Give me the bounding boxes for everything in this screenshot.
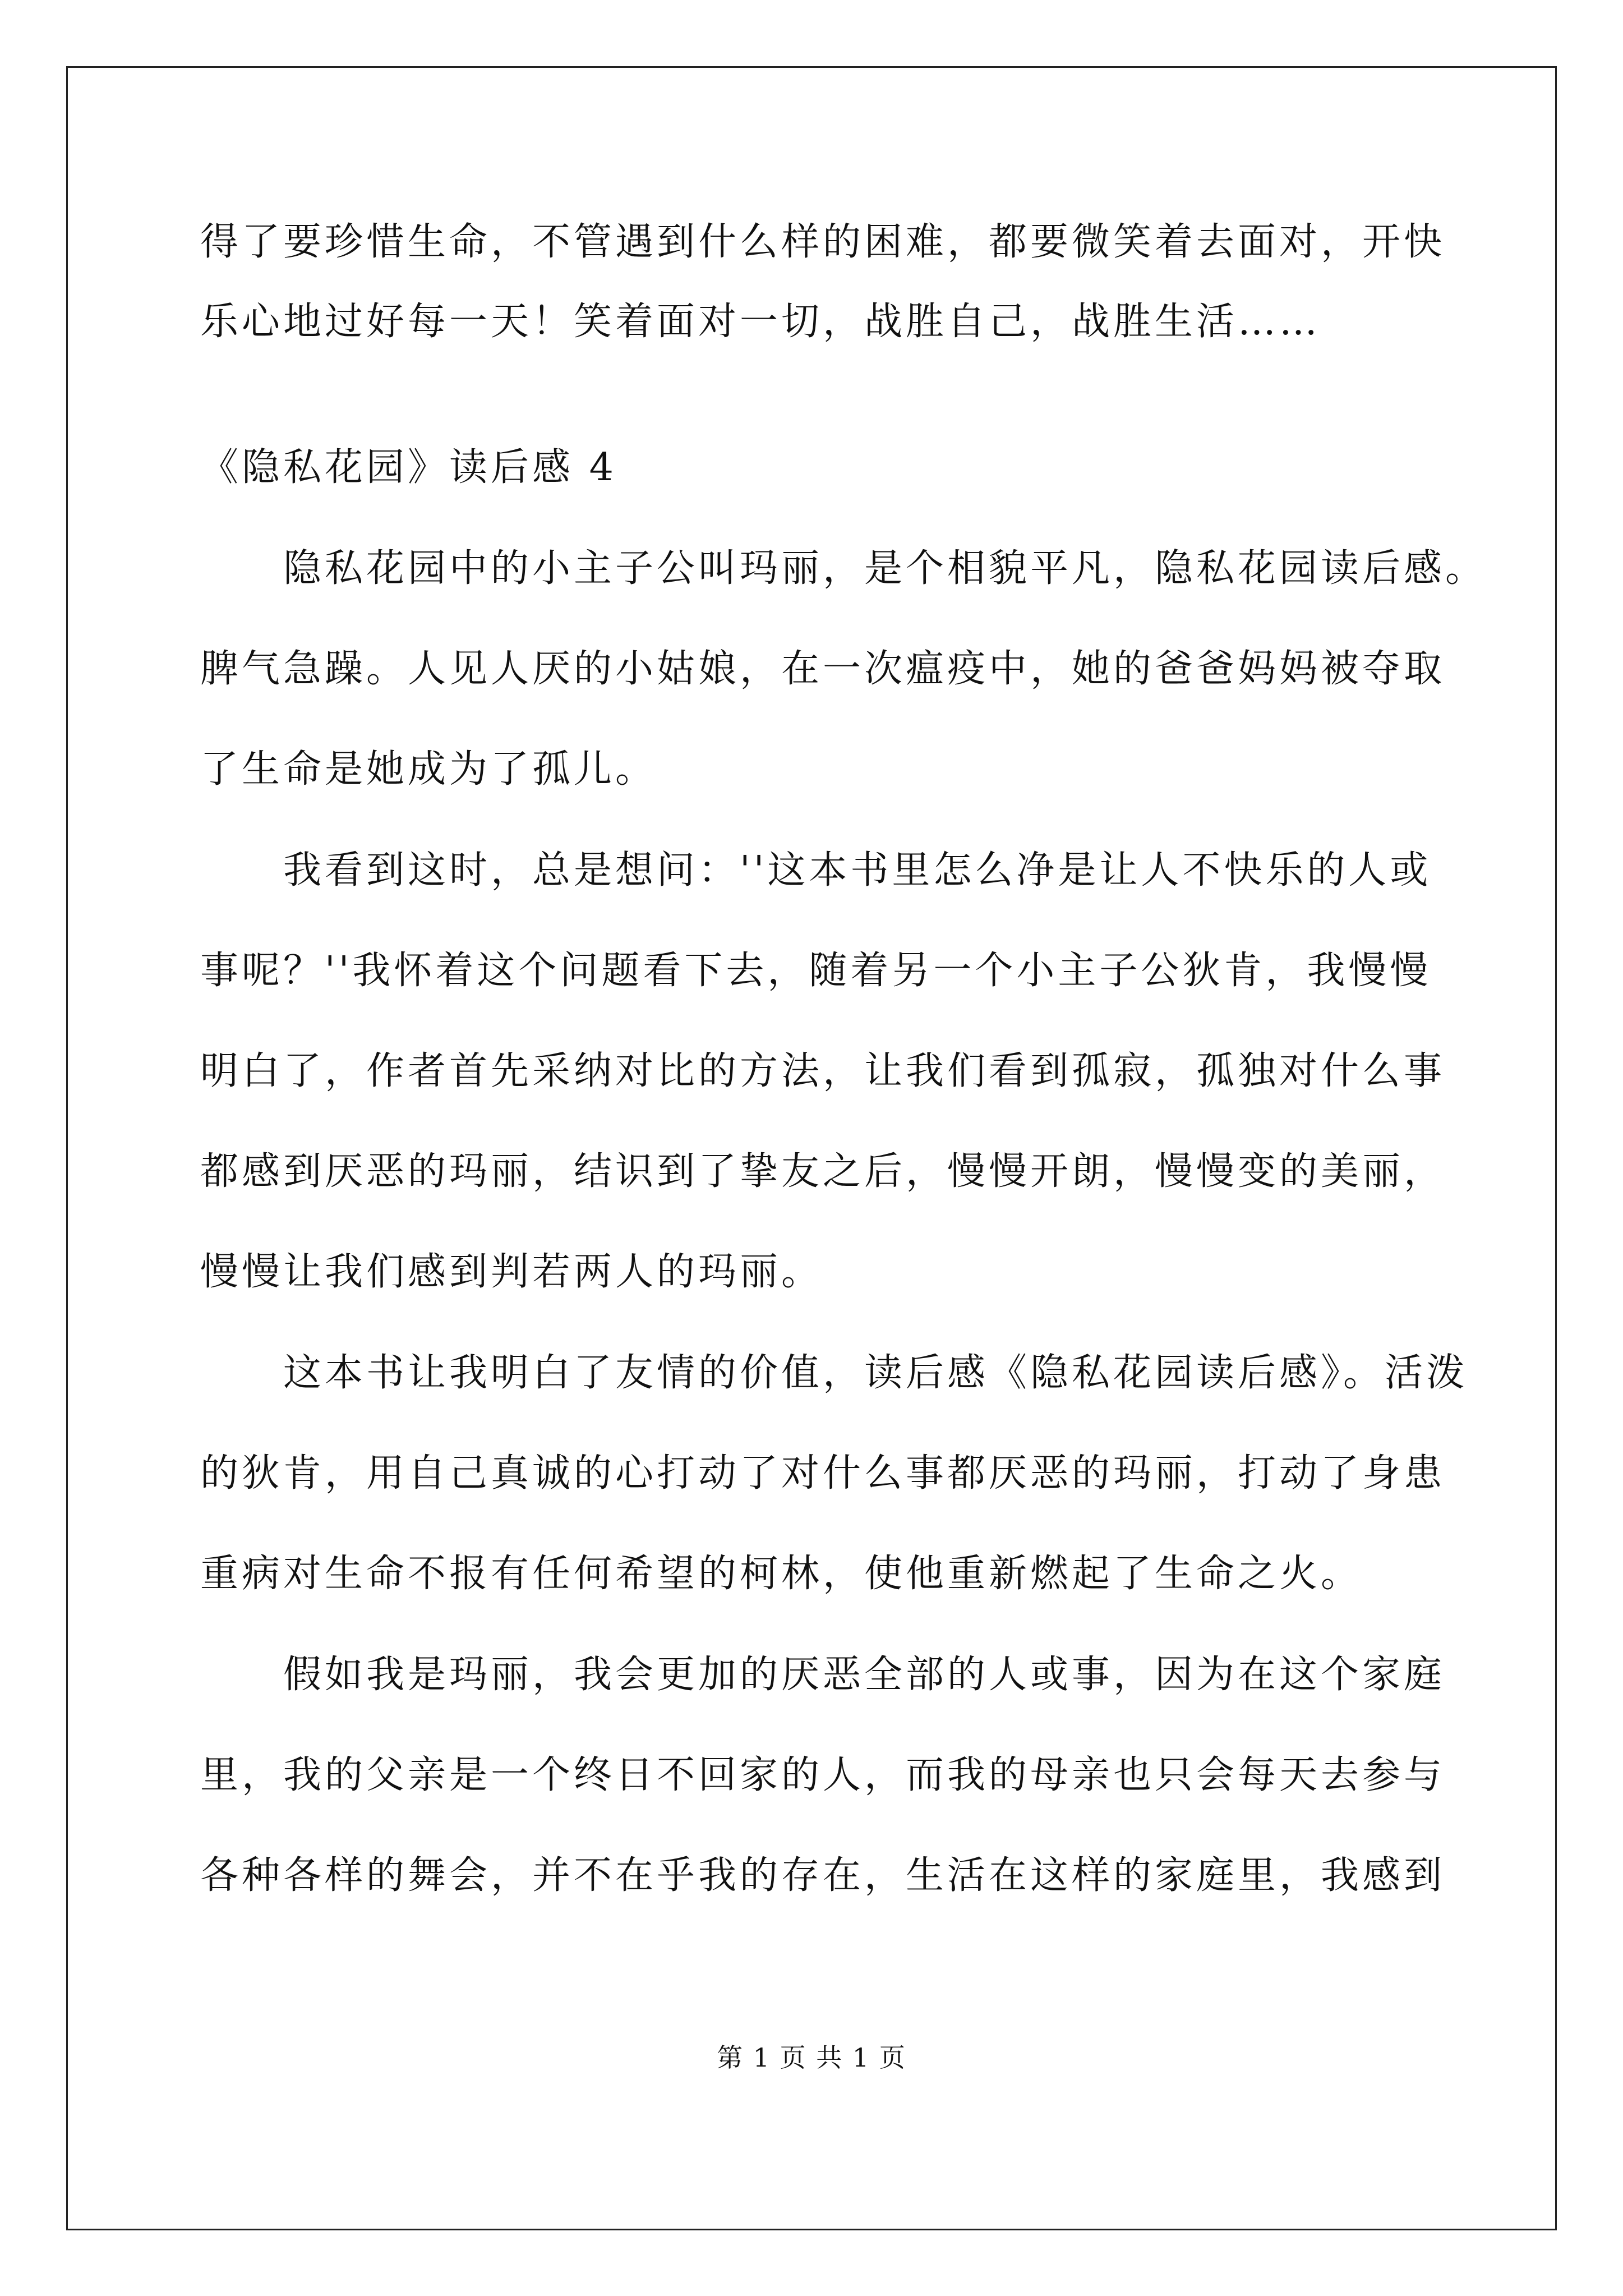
text-line: 的狄肯，用自己真诚的心打动了对什么事都厌恶的玛丽，打动了身患: [200, 1451, 1446, 1496]
page-border: [66, 66, 1557, 2230]
text-line: 事呢？''我怀着这个问题看下去，随着另一个小主子公狄肯，我慢慢: [200, 949, 1432, 993]
text-line: 各种各样的舞会，并不在乎我的存在，生活在这样的家庭里，我感到: [200, 1853, 1446, 1898]
paragraph-start: 隐私花园中的小主子公叫玛丽，是个相貌平凡，隐私花园读后感。: [283, 546, 1487, 591]
text-line: 乐心地过好每一天！笑着面对一切，战胜自己，战胜生活……: [200, 300, 1321, 344]
text-line: 重病对生命不报有任何希望的柯林，使他重新燃起了生命之火。: [200, 1552, 1363, 1596]
text-line: 得了要珍惜生命，不管遇到什么样的困难，都要微笑着去面对，开快: [200, 220, 1446, 264]
text-line: 明白了，作者首先采纳对比的方法，让我们看到孤寂，孤独对什么事: [200, 1049, 1446, 1093]
text-line: 脾气急躁。人见人厌的小姑娘，在一次瘟疫中，她的爸爸妈妈被夺取: [200, 647, 1446, 691]
paragraph-start: 假如我是玛丽，我会更加的厌恶全部的人或事，因为在这个家庭: [283, 1653, 1446, 1697]
text-line: 里，我的父亲是一个终日不回家的人，而我的母亲也只会每天去参与: [200, 1753, 1446, 1797]
text-line: 了生命是她成为了孤儿。: [200, 747, 657, 792]
paragraph-start: 这本书让我明白了友情的价值，读后感《隐私花园读后感》。活泼: [283, 1351, 1468, 1395]
text-line: 都感到厌恶的玛丽，结识到了挚友之后，慢慢开朗，慢慢变的美丽，: [200, 1149, 1446, 1194]
section-heading: 《隐私花园》读后感 4: [200, 445, 617, 490]
text-line: 慢慢让我们感到判若两人的玛丽。: [200, 1250, 823, 1294]
paragraph-start: 我看到这时，总是想问：''这本书里怎么净是让人不快乐的人或: [283, 848, 1432, 892]
page-number-footer: 第 1 页 共 1 页: [717, 2042, 906, 2073]
